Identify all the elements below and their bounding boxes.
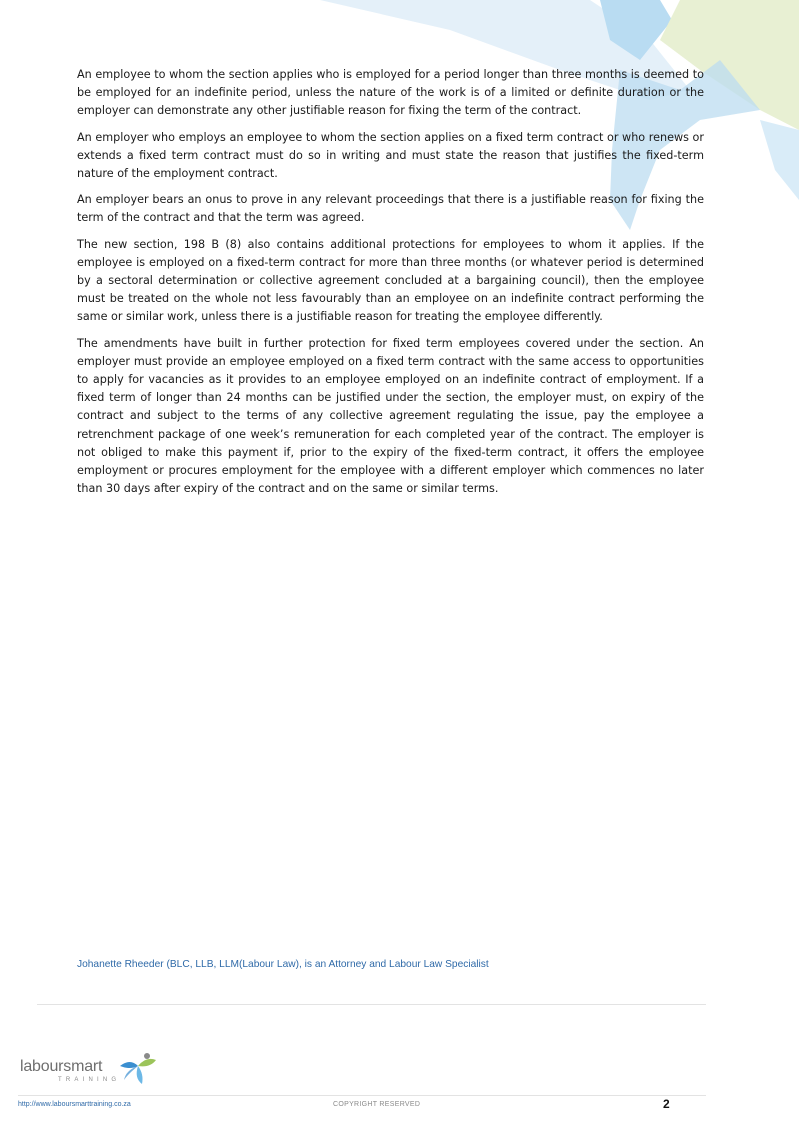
page-number: 2 [663, 1097, 670, 1111]
logo-subtitle: TRAINING [58, 1077, 121, 1083]
author-note: Johanette Rheeder (BLC, LLB, LLM(Labour Law), is an Attorney and Labour Law Specialist [77, 959, 489, 970]
copyright-notice: COPYRIGHT RESERVED [333, 1101, 421, 1108]
paragraph-3: An employer bears an onus to prove in any relevant proceedings that there is a justifiable reason for fixing the term of the contract and that the term was agreed. [77, 193, 704, 225]
website-link[interactable]: http://www.laboursmarttraining.co.za [18, 1101, 131, 1108]
paragraph-2: An employer who employs an employee to whom the section applies on a fixed term contract or who renews or extends a fixed term contract must do so in writing and must state the reason that justifies the fixed-term nature of the employment contract. [77, 130, 704, 181]
footer-line [18, 1095, 706, 1096]
paragraph-5: The amendments have built in further protection for fixed term employees covered under the section. An employer must provide an employee employed on a fixed term contract with the same access to opportunities to apply for vacancies as it provides to an employee employed on an indefinite contract of employment. If a fixed term of longer than 24 months can be justified under the section, the employer must, on expiry of the contract and subject to the terms of any collective agreement regulating the issue, pay the employee a retrenchment package of one week’s remuneration for each completed year of the contract. The employer is not obliged to make this payment if, prior to the expiry of the fixed-term contract, it offers the employee employment or procures employment for the employee with a different employer which commences no later than 30 days after expiry of the contract and on the same or similar terms. [77, 336, 704, 496]
logo-pinwheel-icon [116, 1052, 158, 1086]
document-body [77, 66, 704, 506]
footer-divider [37, 1004, 706, 1005]
paragraph-4: The new section, 198 B (8) also contains additional protections for employees to whom it applies. If the employee is employed on a fixed-term contract for more than three months (or whatever period is determined by a sectoral determination or collective agreement concluded at a bargaining council), then the employee must be treated on the whole not less favourably than an employee on an indefinite contract performing the same or similar work, unless there is a justifiable reason for treating the employee differently. [77, 237, 704, 324]
logo-wordmark: laboursmart [20, 1058, 103, 1075]
company-logo [20, 1052, 180, 1088]
paragraph-1: An employee to whom the section applies who is employed for a period longer than three months is deemed to be employed for an indefinite period, unless the nature of the work is of a limited or definite duration or the employer can demonstrate any other justifiable reason for fixing the term of the contract. [77, 68, 704, 118]
